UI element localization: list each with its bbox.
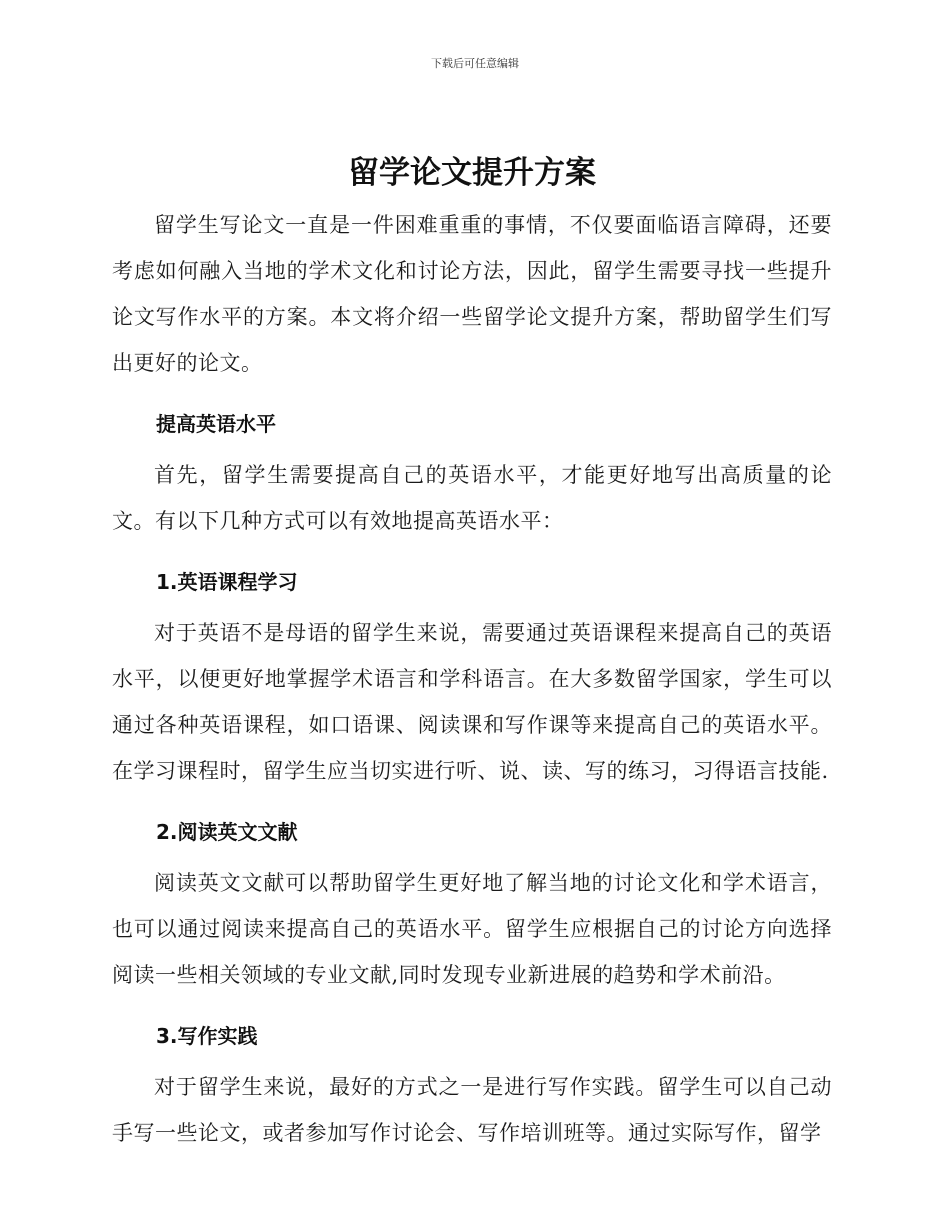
header-note: 下载后可任意编辑 xyxy=(431,57,519,70)
section-paragraph-english-courses: 对于英语不是母语的留学生来说，需要通过英语课程来提高自己的英语水平，以便更好地掌握学术语言和学科语言。在大多数留学国家，学生可以通过各种英语课程，如口语课、阅读课和写作课等来提高自己的英语水平。在学习课程时，留学生应当切实进行听、说、读、写的练习，习得语言技能. xyxy=(112,621,832,783)
section-heading-read-literature: 2.阅读英文文献 xyxy=(156,820,298,844)
section-paragraph-writing-practice: 对于留学生来说，最好的方式之一是进行写作实践。留学生可以自己动手写一些论文，或者参加写作讨论会、写作培训班等。通过实际写作，留学 xyxy=(112,1075,832,1145)
section-paragraph-improve-english: 首先，留学生需要提高自己的英语水平，才能更好地写出高质量的论文。有以下几种方式可以有效地提高英语水平： xyxy=(112,463,832,533)
document-body xyxy=(112,148,832,1156)
section-heading-improve-english: 提高英语水平 xyxy=(156,412,276,436)
section-heading-english-courses: 1.英语课程学习 xyxy=(156,570,298,594)
section-heading-writing-practice: 3.写作实践 xyxy=(156,1024,258,1048)
intro-paragraph: 留学生写论文一直是一件困难重重的事情，不仅要面临语言障碍，还要考虑如何融入当地的学术文化和讨论方法，因此，留学生需要寻找一些提升论文写作水平的方案。本文将介绍一些留学论文提升方案，帮助留学生们写出更好的论文。 xyxy=(112,213,832,375)
section-paragraph-read-literature: 阅读英文文献可以帮助留学生更好地了解当地的讨论文化和学术语言，也可以通过阅读来提高自己的英语水平。留学生应根据自己的讨论方向选择阅读一些相关领域的专业文献,同时发现专业新进展的趋势和学术前沿。 xyxy=(112,871,832,987)
document-title: 留学论文提升方案 xyxy=(348,155,596,191)
